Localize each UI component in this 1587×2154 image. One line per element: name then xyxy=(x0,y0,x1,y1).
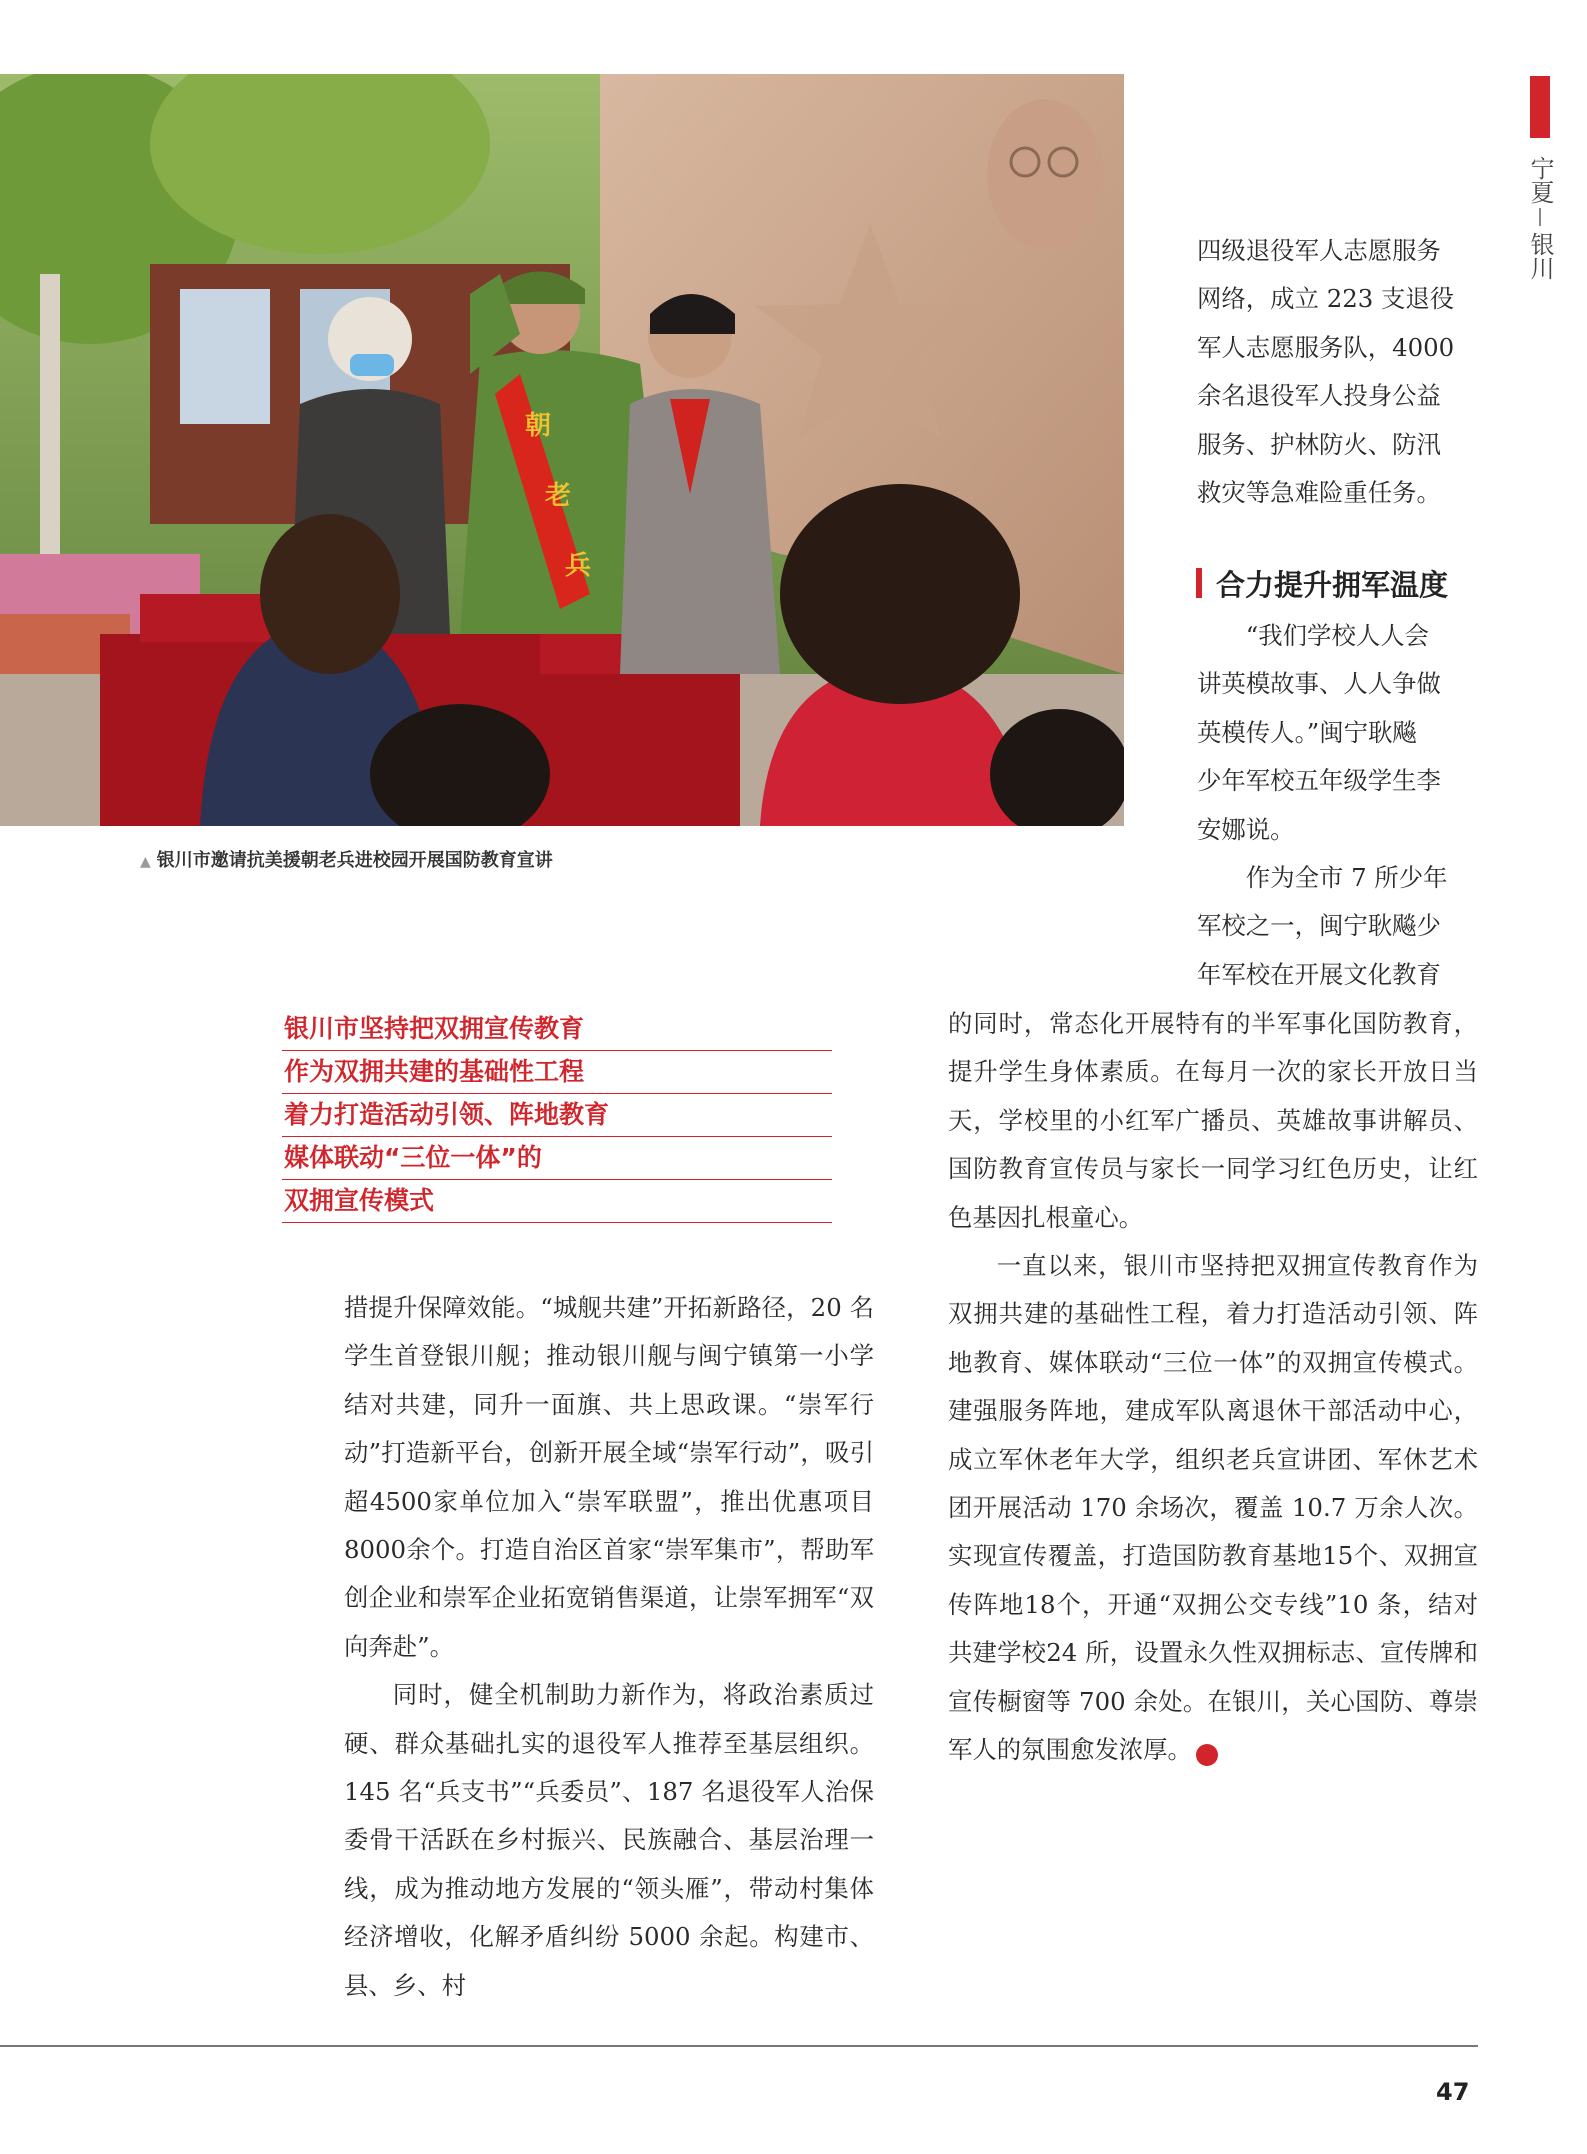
text-line: 网络，成立 223 支退役 xyxy=(1197,284,1455,314)
paragraph-continuation: 的同时，常态化开展特有的半军事化国防教育，提升学生身体素质。在每月一次的家长开放日当天，学校里的小红军广播员、英雄故事讲解员、国防教育宣传员与家长一同学习红色历史，让红色基因扎根童心。 xyxy=(948,1009,1478,1232)
pull-quote-line: 双拥宣传模式 xyxy=(282,1180,832,1223)
section-label-bottom: 银川 xyxy=(1526,232,1554,280)
right-column-bottom xyxy=(948,1000,1478,1775)
section-label-divider xyxy=(1539,208,1541,226)
text-line: “我们学校人人会 xyxy=(1245,621,1430,650)
pull-quote-line: 银川市坚持把双拥宣传教育 xyxy=(282,1008,832,1051)
text-line: 少年军校五年级学生李 xyxy=(1197,766,1441,796)
sash-char-3: 兵 xyxy=(565,551,592,581)
paragraph xyxy=(948,1242,1478,1774)
right-column-middle xyxy=(1197,612,1479,999)
text-line: 余名退役军人投身公益 xyxy=(1197,381,1441,411)
paragraph: 措提升保障效能。“城舰共建”开拓新路径，20 名学生首登银川舰；推动银川舰与闽宁镇第一小学结对共建，同升一面旗、共上思政课。“崇军行动”打造新平台，创新开展全域“崇军行动”，吸引超4500家单位加入“崇军联盟”，推出优惠项目8000余个。打造自治区首家“崇军集市”，帮助军创企业和崇军企业拓宽销售渠道，让崇军拥军“双向奔赴”。 xyxy=(344,1293,874,1661)
text-line: 军人志愿服务队，4000 xyxy=(1197,332,1455,362)
text-line: 服务、护林防火、防汛 xyxy=(1197,429,1441,459)
end-mark-icon: N xyxy=(1196,1744,1218,1766)
pull-quote-line: 着力打造活动引领、阵地教育 xyxy=(282,1094,832,1137)
photo-illustration xyxy=(0,74,1124,826)
text-line: 讲英模故事、人人争做 xyxy=(1197,669,1441,699)
left-column xyxy=(344,1284,874,2010)
right-column-top xyxy=(1197,227,1479,517)
hero-photo xyxy=(0,74,1124,826)
text-line: 四级退役军人志愿服务 xyxy=(1197,236,1441,265)
text-line: 年军校在开展文化教育 xyxy=(1197,959,1441,989)
photo-caption xyxy=(140,846,553,872)
footer-rule xyxy=(0,2045,1478,2047)
text-line: 安娜说。 xyxy=(1197,814,1295,844)
page-number: 47 xyxy=(1436,2078,1470,2106)
section-label xyxy=(1524,156,1556,280)
pull-quote-line: 媒体联动“三位一体”的 xyxy=(282,1137,832,1180)
sash-char-1: 朝 xyxy=(525,411,552,441)
caption-triangle-icon: ▲ xyxy=(140,854,151,870)
section-label-top: 宁夏 xyxy=(1526,156,1554,204)
paragraph-text: 一直以来，银川市坚持把双拥宣传教育作为双拥共建的基础性工程，着力打造活动引领、阵地教育、媒体联动“三位一体”的双拥宣传模式。建强服务阵地，建成军队离退休干部活动中心，成立军休老年大学，组织老兵宣讲团、军休艺术团开展活动 170 余场次，覆盖 10.7 万余人次。实现宣传覆盖，打造国防教育基地15个、双拥宣传阵地18个，开通“双拥公交专线”10 条，结对共建学校24 所，设置永久性双拥标志、宣传牌和宣传橱窗等 700 余处。在银川，关心国防、尊崇军人的氛围愈发浓厚。 xyxy=(948,1251,1478,1765)
caption-text: 银川市邀请抗美援朝老兵进校园开展国防教育宣讲 xyxy=(156,850,553,871)
sash-char-2: 老 xyxy=(545,481,572,511)
section-tab-marker xyxy=(1530,76,1550,138)
text-line: 英模传人。”闽宁耿飚 xyxy=(1197,717,1417,747)
section-subheading xyxy=(1196,563,1448,603)
pull-quote-line: 作为双拥共建的基础性工程 xyxy=(282,1051,832,1094)
subheading-text: 合力提升拥军温度 xyxy=(1216,567,1449,602)
subheading-bar xyxy=(1196,568,1202,598)
pull-quote xyxy=(282,1008,832,1223)
text-line: 作为全市 7 所少年 xyxy=(1245,863,1448,893)
text-line: 救灾等急难险重任务。 xyxy=(1197,478,1441,508)
paragraph: 同时，健全机制助力新作为，将政治素质过硬、群众基础扎实的退役军人推荐至基层组织。145 名“兵支书”“兵委员”、187 名退役军人治保委骨干活跃在乡村振兴、民族融合、基层治理一线，成为推动地方发展的“领头雁”，带动村集体经济增收，化解矛盾纠纷 5000 余起。构建市、县、乡、村 xyxy=(344,1680,874,2000)
text-line: 军校之一，闽宁耿飚少 xyxy=(1197,911,1441,941)
